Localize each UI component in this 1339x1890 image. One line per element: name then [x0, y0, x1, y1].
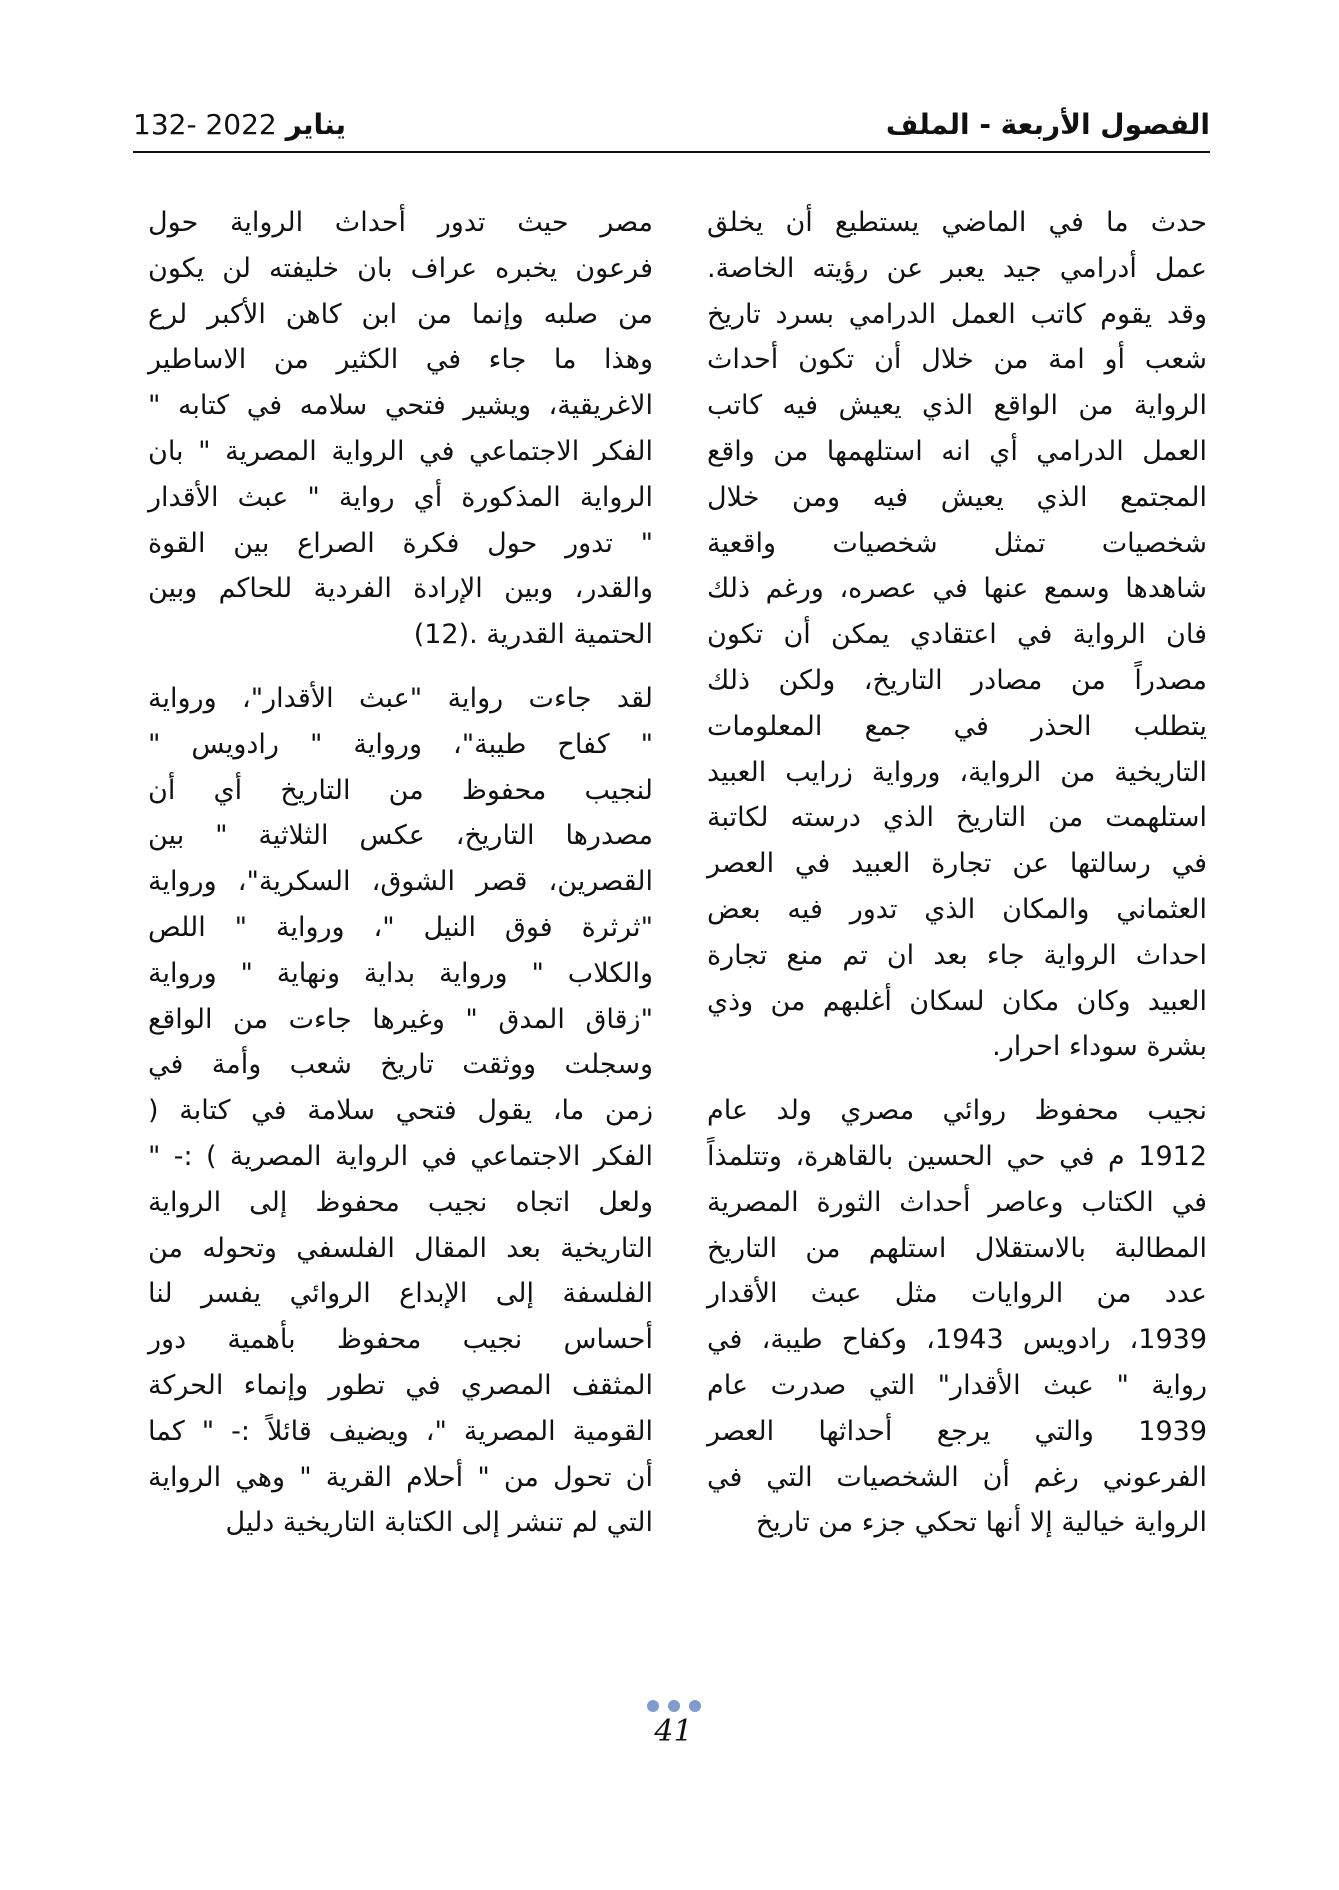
text-line: أحساس نجيب محفوظ بأهمية دور	[148, 1324, 653, 1356]
dot-icon	[647, 1700, 659, 1712]
running-header	[133, 108, 1210, 154]
text-line: الفكر الاجتماعي في الرواية المصرية " بان	[148, 435, 653, 467]
text-line: الفرعوني رغم أن الشخصيات التي في	[707, 1461, 1207, 1493]
dot-icon	[689, 1700, 701, 1712]
text-line: العبيد وكان مكان لسكان أغلبهم من وذي	[707, 985, 1207, 1017]
text-line: استلهمت من التاريخ الذي درسته لكاتبة	[707, 802, 1207, 834]
text-line: وسجلت ووثقت تاريخ شعب وأمة في	[148, 1049, 653, 1081]
text-line: 1939 والتي يرجع أحداثها العصر	[707, 1415, 1207, 1447]
text-line: " كفاح طيبة"، ورواية " رادويس "	[148, 728, 653, 760]
header-divider	[133, 151, 1210, 153]
text-line: الفكر الاجتماعي في الرواية المصرية ) :- "	[148, 1140, 653, 1172]
issue-info	[133, 108, 346, 141]
three-dots-ornament-icon	[8, 1700, 1339, 1712]
paragraph	[148, 200, 653, 658]
text-line: القصرين، قصر الشوق، السكرية"، ورواية	[148, 866, 653, 898]
text-line: "زقاق المدق " وغيرها جاءت من الواقع	[148, 1003, 653, 1035]
paragraph	[148, 676, 653, 1546]
text-line: المطالبة بالاستقلال استلهم من التاريخ	[707, 1232, 1207, 1264]
text-line: الحتمية القدرية .(12)	[413, 619, 653, 651]
text-line: المجتمع الذي يعيش فيه ومن خلال	[707, 481, 1207, 513]
text-line: العمل الدرامي أي انه استلهمها من واقع	[707, 435, 1207, 467]
issue-year: 2022	[205, 108, 277, 141]
text-line: من صلبه وإنما من ابن كاهن الأكبر لرع	[148, 298, 653, 330]
text-line: التاريخية من الرواية، ورواية زرايب العبيد	[707, 756, 1207, 788]
text-line: رواية " عبث الأقدار" التي صدرت عام	[707, 1369, 1207, 1401]
text-line: مصر حيث تدور أحداث الرواية حول	[148, 207, 653, 238]
text-line: لنجيب محفوظ من التاريخ أي أن	[148, 774, 653, 806]
text-line: عمل أدرامي جيد يعبر عن رؤيته الخاصة.	[707, 252, 1207, 284]
text-line: فرعون يخبره عراف بان خليفته لن يكون	[148, 252, 653, 284]
page-footer	[0, 1700, 1339, 1749]
text-line: وهذا ما جاء في الكثير من الاساطير	[148, 344, 653, 376]
paragraph	[707, 200, 1207, 1070]
text-line: المثقف المصري في تطور وإنماء الحركة	[148, 1369, 653, 1401]
text-line: في الكتاب وعاصر أحداث الثورة المصرية	[707, 1186, 1207, 1218]
text-line: حدث ما في الماضي يستطيع أن يخلق	[707, 207, 1207, 238]
issue-month: يناير	[285, 108, 347, 141]
text-line: ولعل اتجاه نجيب محفوظ إلى الرواية	[148, 1186, 653, 1218]
text-line: الرواية المذكورة أي رواية " عبث الأقدار	[148, 481, 653, 513]
text-line: شعب أو امة من خلال أن تكون أحداث	[707, 344, 1207, 376]
text-line: الرواية خيالية إلا أنها تحكي جزء من تاريخ	[755, 1507, 1207, 1539]
text-line: نجيب محفوظ روائي مصري ولد عام	[707, 1095, 1207, 1127]
left-column	[148, 200, 653, 1546]
text-line: شخصيات تمثل شخصيات واقعية	[707, 527, 1207, 559]
text-line: عدد من الروايات مثل عبث الأقدار	[707, 1278, 1207, 1310]
text-line: القومية المصرية "، ويضيف قائلاً :- " كما	[148, 1415, 653, 1447]
text-line: التاريخية بعد المقال الفلسفي وتحوله من	[148, 1232, 653, 1264]
text-line: في رسالتها عن تجارة العبيد في العصر	[707, 848, 1207, 880]
dot-icon	[668, 1700, 680, 1712]
journal-section-title: الفصول الأربعة - الملف	[885, 108, 1210, 141]
text-line: لقد جاءت رواية "عبث الأقدار"، ورواية	[148, 682, 653, 714]
text-line: "ثرثرة فوق النيل "، ورواية " اللص	[148, 911, 653, 943]
text-line: مصدراً من مصادر التاريخ، ولكن ذلك	[707, 664, 1207, 696]
right-column	[707, 200, 1207, 1546]
text-line: وقد يقوم كاتب العمل الدرامي بسرد تاريخ	[707, 298, 1207, 330]
text-line: 1912 م في حي الحسين بالقاهرة، وتتلمذاً	[707, 1140, 1207, 1172]
text-line: فان الرواية في اعتقادي يمكن أن تكون	[707, 619, 1207, 651]
text-line: والكلاب " ورواية بداية ونهاية " ورواية	[148, 957, 653, 989]
text-line: يتطلب الحذر في جمع المعلومات	[707, 710, 1207, 742]
page-number: 41	[654, 1714, 693, 1749]
paragraph	[707, 1088, 1207, 1546]
text-line: احداث الرواية جاء بعد ان تم منع تجارة	[707, 939, 1207, 971]
issue-number: 132-	[133, 108, 197, 141]
paragraph-gap	[148, 658, 653, 676]
text-line: التي لم تنشر إلى الكتابة التاريخية دليل	[225, 1507, 653, 1539]
text-line: الرواية من الواقع الذي يعيش فيه كاتب	[707, 390, 1207, 422]
text-line: زمن ما، يقول فتحي سلامة في كتابة (	[148, 1095, 653, 1127]
text-line: الاغريقية، ويشير فتحي سلامه في كتابه "	[148, 390, 653, 422]
text-line: العثماني والمكان الذي تدور فيه بعض	[707, 893, 1207, 925]
text-line: بشرة سوداء احرار.	[992, 1031, 1207, 1063]
text-line: الفلسفة إلى الإبداع الروائي يفسر لنا	[148, 1278, 653, 1310]
text-line: شاهدها وسمع عنها في عصره، ورغم ذلك	[707, 573, 1207, 605]
paragraph-gap	[707, 1070, 1207, 1088]
text-line: والقدر، وبين الإرادة الفردية للحاكم وبين	[148, 573, 653, 605]
text-line: " تدور حول فكرة الصراع بين القوة	[148, 527, 653, 559]
text-line: 1939، رادويس 1943، وكفاح طيبة، في	[707, 1324, 1207, 1356]
text-line: أن تحول من " أحلام القرية " وهي الرواية	[148, 1461, 653, 1493]
text-line: مصدرها التاريخ، عكس الثلاثية " بين	[148, 820, 653, 852]
